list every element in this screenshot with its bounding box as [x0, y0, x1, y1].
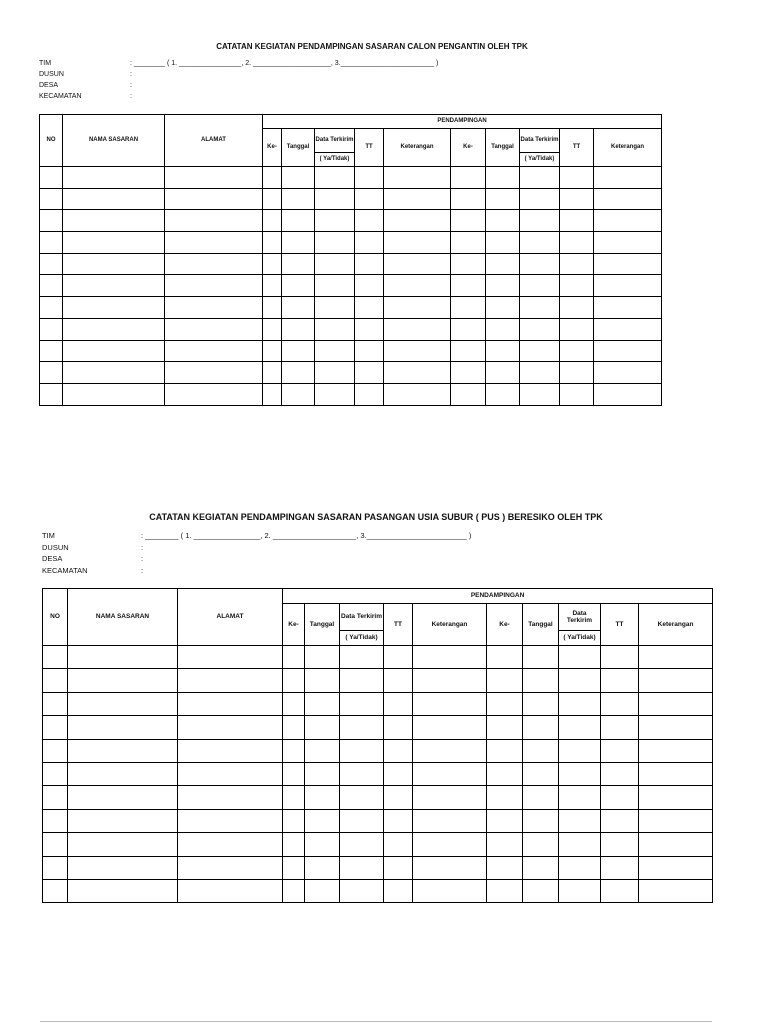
form-title: CATATAN KEGIATAN PENDAMPINGAN SASARAN PASANGAN USIA SUBUR ( PUS ) BERESIKO OLEH TPK	[149, 512, 603, 522]
table-cell[interactable]	[384, 833, 413, 856]
meta-value[interactable]: : ________ ( 1. ________________, 2. ____________________, 3.________________________ )	[141, 531, 472, 540]
table-cell[interactable]	[68, 669, 178, 692]
table-cell[interactable]	[178, 739, 283, 762]
table-cell[interactable]	[559, 809, 601, 832]
table-cell[interactable]	[305, 879, 340, 902]
col-header-no: NO	[43, 589, 68, 646]
table-cell[interactable]	[601, 692, 639, 715]
col-header-keterangan: Keterangan	[413, 604, 487, 646]
table-row	[43, 762, 713, 785]
table-cell[interactable]	[340, 669, 384, 692]
table-cell[interactable]	[43, 669, 68, 692]
table-cell[interactable]	[340, 762, 384, 785]
col-header-keterangan: Keterangan	[594, 129, 662, 167]
table-cell[interactable]	[559, 856, 601, 879]
table-cell[interactable]	[305, 646, 340, 669]
table-row	[43, 716, 713, 739]
table-cell[interactable]	[384, 762, 413, 785]
table-cell[interactable]	[178, 856, 283, 879]
table-cell[interactable]	[559, 786, 601, 809]
table-cell[interactable]	[384, 786, 413, 809]
table-cell[interactable]	[43, 879, 68, 902]
meta-row-dusun	[42, 543, 662, 555]
table-cell[interactable]	[413, 856, 487, 879]
table-cell[interactable]	[523, 809, 559, 832]
table-cell[interactable]	[413, 809, 487, 832]
col-header-ya-tidak: ( Ya/Tidak)	[315, 153, 355, 167]
table-cell[interactable]	[178, 833, 283, 856]
table-cell[interactable]	[68, 716, 178, 739]
table-cell[interactable]	[384, 716, 413, 739]
table-cell[interactable]	[340, 879, 384, 902]
table-cell[interactable]	[559, 762, 601, 785]
table-cell[interactable]	[283, 856, 305, 879]
table-cell[interactable]	[178, 669, 283, 692]
table-cell[interactable]	[639, 646, 713, 669]
table-cell[interactable]	[283, 669, 305, 692]
col-header-nama-sasaran: NAMA SASARAN	[63, 115, 165, 167]
table-cell[interactable]	[283, 716, 305, 739]
table-cell[interactable]	[283, 739, 305, 762]
table-cell[interactable]	[340, 786, 384, 809]
table-cell[interactable]	[305, 692, 340, 715]
table-cell[interactable]	[340, 716, 384, 739]
table-cell[interactable]	[523, 692, 559, 715]
table-cell[interactable]	[384, 646, 413, 669]
table-cell[interactable]	[559, 692, 601, 715]
table-cell[interactable]	[639, 762, 713, 785]
table-cell[interactable]	[384, 856, 413, 879]
table-cell[interactable]	[639, 669, 713, 692]
table-cell[interactable]	[283, 786, 305, 809]
table-cell[interactable]	[384, 669, 413, 692]
table-cell[interactable]	[559, 879, 601, 902]
col-header-ya-tidak: ( Ya/Tidak)	[559, 631, 601, 646]
col-header-tanggal: Tanggal	[305, 604, 340, 646]
table-cell[interactable]	[639, 716, 713, 739]
table-cell[interactable]	[487, 716, 523, 739]
table-cell[interactable]	[340, 856, 384, 879]
table-cell[interactable]	[487, 762, 523, 785]
col-header-data-terkirim: Data Terkirim	[340, 604, 384, 631]
meta-label: TIM	[42, 531, 55, 540]
page-bottom-divider	[40, 1021, 712, 1022]
table-cell[interactable]	[384, 692, 413, 715]
table-cell[interactable]	[487, 879, 523, 902]
table-cell[interactable]	[487, 833, 523, 856]
table-cell[interactable]	[413, 879, 487, 902]
table-cell[interactable]	[639, 809, 713, 832]
table-cell[interactable]	[413, 669, 487, 692]
table-cell[interactable]	[559, 833, 601, 856]
table-cell[interactable]	[413, 762, 487, 785]
table-cell[interactable]	[283, 879, 305, 902]
meta-value[interactable]: :	[141, 565, 144, 575]
table-row	[43, 809, 713, 832]
table-row	[43, 739, 713, 762]
meta-label: KECAMATAN	[39, 93, 82, 100]
table-cell[interactable]	[523, 739, 559, 762]
table-row	[43, 692, 713, 715]
table-cell[interactable]	[487, 669, 523, 692]
meta-value[interactable]: :	[130, 82, 132, 89]
table-cell[interactable]	[305, 716, 340, 739]
table-cell[interactable]	[487, 786, 523, 809]
table-cell[interactable]	[43, 856, 68, 879]
col-header-ya-tidak: ( Ya/Tidak)	[340, 631, 384, 646]
table-row	[43, 833, 713, 856]
meta-value[interactable]: :	[130, 71, 132, 78]
table-cell[interactable]	[601, 786, 639, 809]
meta-value[interactable]: : ________ ( 1. ________________, 2. ____________________, 3.________________________ )	[130, 60, 439, 67]
table-cell[interactable]	[523, 879, 559, 902]
table-cell[interactable]	[43, 762, 68, 785]
table-cell[interactable]	[601, 833, 639, 856]
table-cell[interactable]	[639, 833, 713, 856]
table-cell[interactable]	[601, 809, 639, 832]
table-row	[43, 669, 713, 692]
table-cell[interactable]	[305, 762, 340, 785]
table-cell[interactable]	[601, 856, 639, 879]
table-cell[interactable]	[601, 669, 639, 692]
table-cell[interactable]	[178, 646, 283, 669]
table-cell[interactable]	[413, 833, 487, 856]
table-cell[interactable]	[305, 856, 340, 879]
table-cell[interactable]	[523, 856, 559, 879]
table-cell[interactable]	[487, 856, 523, 879]
table-cell[interactable]	[413, 716, 487, 739]
table-row	[43, 646, 713, 669]
table-cell[interactable]	[523, 786, 559, 809]
table-cell[interactable]	[305, 833, 340, 856]
col-header-tt: TT	[560, 129, 594, 167]
table-cell[interactable]	[340, 646, 384, 669]
table-cell[interactable]	[340, 692, 384, 715]
table-cell[interactable]	[523, 762, 559, 785]
table-cell[interactable]	[68, 809, 178, 832]
table-cell[interactable]	[523, 669, 559, 692]
table-cell[interactable]	[43, 833, 68, 856]
col-header-pendampingan: PENDAMPINGAN	[263, 115, 662, 129]
table-cell[interactable]	[43, 692, 68, 715]
col-header-keterangan: Keterangan	[639, 604, 713, 646]
col-header-no: NO	[40, 115, 63, 167]
table-cell[interactable]	[487, 692, 523, 715]
table-cell[interactable]	[487, 646, 523, 669]
table-cell[interactable]	[68, 833, 178, 856]
table-row	[43, 879, 713, 902]
table-cell[interactable]	[413, 692, 487, 715]
table-cell[interactable]	[178, 762, 283, 785]
table-cell[interactable]	[559, 739, 601, 762]
col-header-data-terkirim: Data Terkirim	[315, 129, 355, 153]
tracking-table	[42, 588, 713, 903]
meta-row-tim	[42, 531, 662, 543]
col-header-tt: TT	[601, 604, 639, 646]
table-cell[interactable]	[340, 809, 384, 832]
table-cell[interactable]	[68, 692, 178, 715]
table-cell[interactable]	[559, 669, 601, 692]
meta-label: TIM	[39, 60, 52, 67]
meta-label: DESA	[42, 554, 63, 563]
meta-row-desa	[42, 554, 662, 566]
table-cell[interactable]	[487, 809, 523, 832]
col-header-pendampingan: PENDAMPINGAN	[283, 589, 713, 604]
table-cell[interactable]	[340, 833, 384, 856]
col-header-ke: Ke-	[451, 129, 486, 167]
table-cell[interactable]	[639, 786, 713, 809]
table-cell[interactable]	[523, 716, 559, 739]
table-cell[interactable]	[601, 762, 639, 785]
table-cell[interactable]	[283, 762, 305, 785]
col-header-tt: TT	[355, 129, 384, 167]
table-cell[interactable]	[601, 739, 639, 762]
table-cell[interactable]	[68, 739, 178, 762]
meta-label: DUSUN	[39, 71, 64, 78]
table-cell[interactable]	[601, 879, 639, 902]
table-cell[interactable]	[413, 786, 487, 809]
table-cell[interactable]	[523, 646, 559, 669]
table-cell[interactable]	[601, 716, 639, 739]
table-cell[interactable]	[305, 809, 340, 832]
table-cell[interactable]	[523, 833, 559, 856]
table-cell[interactable]	[487, 739, 523, 762]
table-cell[interactable]	[413, 739, 487, 762]
table-cell[interactable]	[559, 646, 601, 669]
table-cell[interactable]	[639, 739, 713, 762]
col-header-tanggal: Tanggal	[282, 129, 315, 167]
table-cell[interactable]	[68, 786, 178, 809]
table-cell[interactable]	[283, 833, 305, 856]
table-cell[interactable]	[283, 809, 305, 832]
col-header-alamat: ALAMAT	[165, 115, 263, 167]
table-cell[interactable]	[639, 856, 713, 879]
table-cell[interactable]	[384, 879, 413, 902]
table-cell[interactable]	[43, 646, 68, 669]
table-cell[interactable]	[413, 646, 487, 669]
col-header-tt: TT	[384, 604, 413, 646]
meta-value[interactable]: :	[130, 93, 132, 100]
meta-label: DUSUN	[42, 542, 69, 552]
table-cell[interactable]	[43, 716, 68, 739]
col-header-ke: Ke-	[283, 604, 305, 646]
table-cell[interactable]	[340, 739, 384, 762]
table-cell[interactable]	[639, 692, 713, 715]
table-cell[interactable]	[283, 646, 305, 669]
table-cell[interactable]	[68, 646, 178, 669]
table-cell[interactable]	[601, 646, 639, 669]
table-cell[interactable]	[639, 879, 713, 902]
table-cell[interactable]	[178, 879, 283, 902]
table-cell[interactable]	[43, 809, 68, 832]
col-header-keterangan: Keterangan	[384, 129, 451, 167]
table-cell[interactable]	[305, 669, 340, 692]
meta-label: KECAMATAN	[42, 565, 88, 575]
col-header-ya-tidak: ( Ya/Tidak)	[520, 153, 560, 167]
col-header-ke: Ke-	[263, 129, 282, 167]
table-cell[interactable]	[43, 786, 68, 809]
col-header-ke: Ke-	[487, 604, 523, 646]
meta-label: DESA	[39, 82, 59, 89]
col-header-tanggal: Tanggal	[523, 604, 559, 646]
col-header-alamat: ALAMAT	[178, 589, 283, 646]
meta-value[interactable]: :	[141, 542, 144, 552]
col-header-data-terkirim: Data Terkirim	[559, 604, 601, 631]
table-cell[interactable]	[178, 786, 283, 809]
col-header-data-terkirim: Data Terkirim	[520, 129, 560, 153]
meta-value[interactable]: :	[141, 554, 144, 563]
table-row	[43, 856, 713, 879]
table-cell[interactable]	[305, 786, 340, 809]
table-cell[interactable]	[384, 809, 413, 832]
table-cell[interactable]	[559, 716, 601, 739]
meta-row-kecamatan	[42, 566, 662, 578]
col-header-tanggal: Tanggal	[486, 129, 520, 167]
table-row	[43, 786, 713, 809]
table-cell[interactable]	[384, 739, 413, 762]
table-cell[interactable]	[178, 692, 283, 715]
form-title: CATATAN KEGIATAN PENDAMPINGAN SASARAN CALON PENGANTIN OLEH TPK	[216, 42, 528, 51]
table-cell[interactable]	[68, 879, 178, 902]
table-cell[interactable]	[305, 739, 340, 762]
table-cell[interactable]	[178, 716, 283, 739]
meta-fields	[42, 531, 662, 577]
table-cell[interactable]	[283, 692, 305, 715]
table-cell[interactable]	[43, 739, 68, 762]
col-header-nama-sasaran: NAMA SASARAN	[68, 589, 178, 646]
table-cell[interactable]	[68, 856, 178, 879]
table-cell[interactable]	[178, 809, 283, 832]
table-cell[interactable]	[68, 762, 178, 785]
